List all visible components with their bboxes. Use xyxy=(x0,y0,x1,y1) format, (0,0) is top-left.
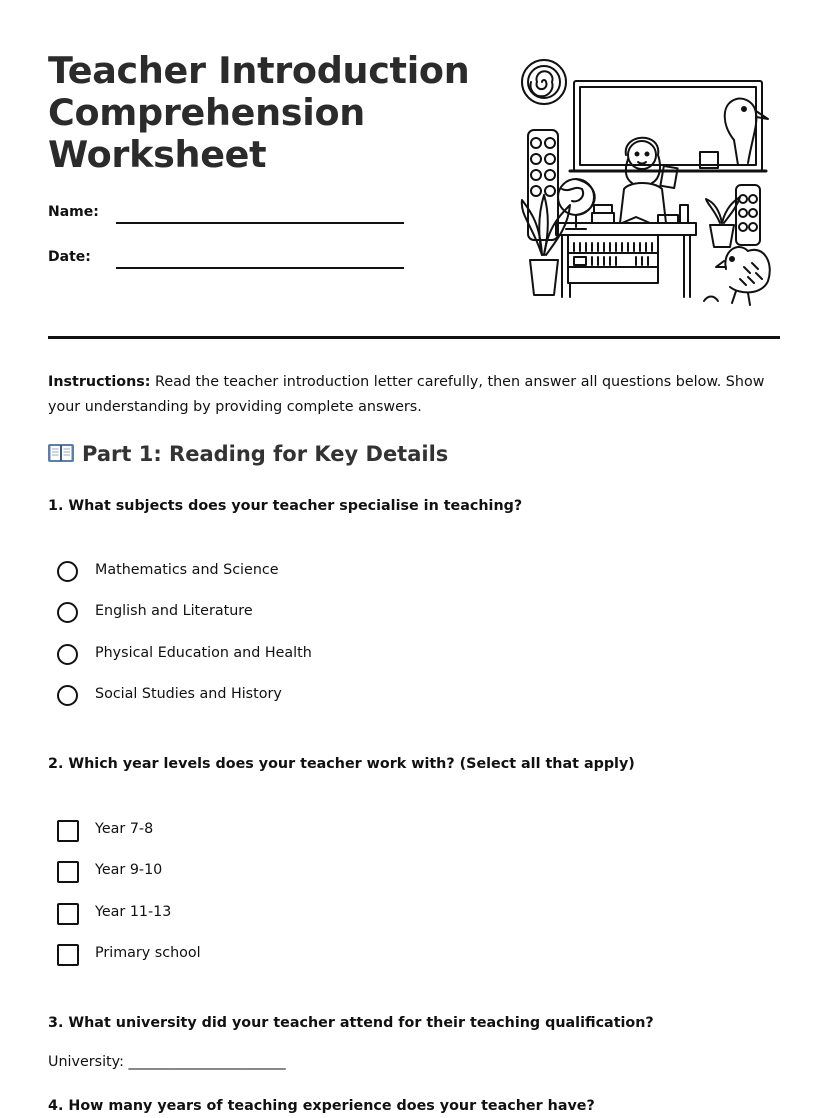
checkbox[interactable] xyxy=(57,820,79,842)
option-label: Year 7-8 xyxy=(95,821,154,837)
checkbox[interactable] xyxy=(57,861,79,883)
date-field xyxy=(48,247,408,271)
worksheet-title: Teacher Introduction Comprehension Worksheet xyxy=(48,49,470,176)
open-book-icon xyxy=(48,443,74,463)
name-field xyxy=(48,202,408,226)
radio-button[interactable] xyxy=(57,561,78,582)
q2-option-3[interactable] xyxy=(57,903,457,929)
instructions-label: Instructions: xyxy=(48,374,151,390)
option-label: Social Studies and History xyxy=(95,686,282,702)
part1-heading-text: Part 1: Reading for Key Details xyxy=(82,442,449,466)
question-3: 3. What university did your teacher attend for their teaching qualification? xyxy=(48,1015,654,1031)
university-answer-field[interactable]: University: ______________________ xyxy=(48,1054,286,1070)
question-4: 4. How many years of teaching experience does your teacher have? xyxy=(48,1098,595,1114)
option-label: Primary school xyxy=(95,945,201,961)
teacher-classroom-illustration xyxy=(512,55,777,310)
q1-option-2[interactable] xyxy=(57,602,457,628)
radio-button[interactable] xyxy=(57,685,78,706)
date-label: Date: xyxy=(48,249,91,265)
option-label: English and Literature xyxy=(95,603,253,619)
date-input-line[interactable] xyxy=(116,267,404,269)
q1-option-4[interactable] xyxy=(57,685,457,711)
q2-option-1[interactable] xyxy=(57,820,457,846)
checkbox[interactable] xyxy=(57,944,79,966)
question-1: 1. What subjects does your teacher specialise in teaching? xyxy=(48,498,523,514)
name-input-line[interactable] xyxy=(116,222,404,224)
option-label: Year 11-13 xyxy=(95,904,172,920)
section-divider xyxy=(48,336,780,339)
option-label: Physical Education and Health xyxy=(95,645,312,661)
q1-option-3[interactable] xyxy=(57,644,457,670)
option-label: Year 9-10 xyxy=(95,862,163,878)
radio-button[interactable] xyxy=(57,602,78,623)
q1-option-1[interactable] xyxy=(57,561,457,587)
part1-heading xyxy=(48,442,448,466)
option-label: Mathematics and Science xyxy=(95,562,279,578)
checkbox[interactable] xyxy=(57,903,79,925)
instructions-text: Read the teacher introduction letter carefully, then answer all questions below. Show your understanding by providing complete answers. xyxy=(48,374,765,415)
radio-button[interactable] xyxy=(57,644,78,665)
question-2: 2. Which year levels does your teacher work with? (Select all that apply) xyxy=(48,756,635,772)
instructions xyxy=(48,370,768,420)
q2-option-4[interactable] xyxy=(57,944,457,970)
q2-option-2[interactable] xyxy=(57,861,457,887)
name-label: Name: xyxy=(48,204,99,220)
